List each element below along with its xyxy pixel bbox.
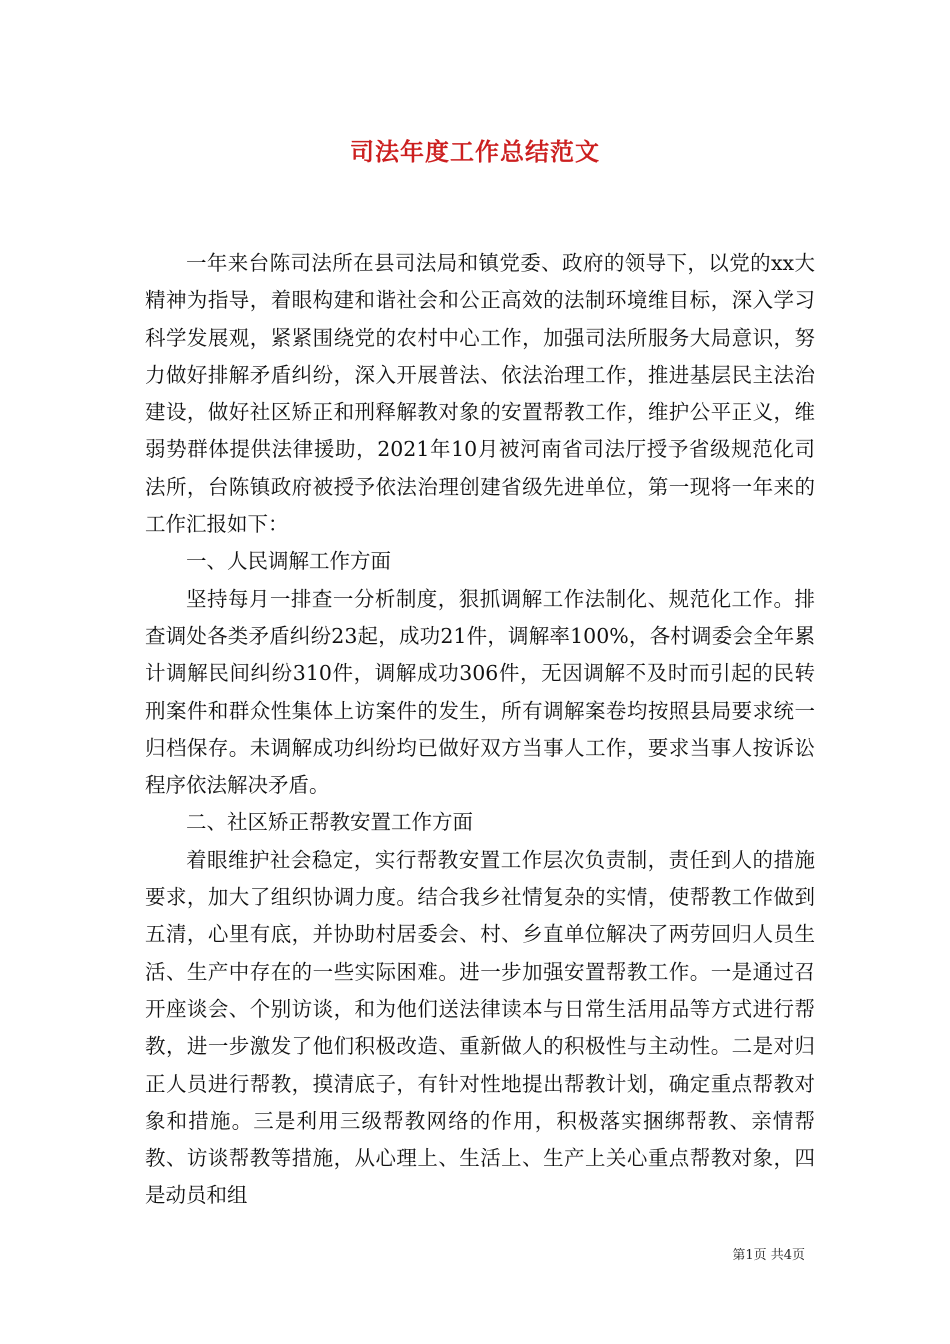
- paragraph-intro: 一年来台陈司法所在县司法局和镇党委、政府的领导下，以党的xx大精神为指导，着眼构建和谐社会和公正高效的法制环境维目标，深入学习科学发展观，紧紧围绕党的农村中心工作，加强司法所服务大局意识，努力做好排解矛盾纠纷，深入开展普法、依法治理工作，推进基层民主法治建设，做好社区矫正和刑释解教对象的安置帮教工作，维护公平正义，维弱势群体提供法律援助，2021年10月被河南省司法厅授予省级规范化司法所，台陈镇政府被授予依法治理创建省级先进单位，第一现将一年来的工作汇报如下：: [145, 251, 815, 537]
- section-heading-mediation: 一、人民调解工作方面: [186, 549, 391, 574]
- page-number: 第1页 共4页: [732, 1248, 805, 1263]
- paragraph-mediation: 坚持每月一排查一分析制度，狠抓调解工作法制化、规范化工作。排查调处各类矛盾纠纷23起，成功21件，调解率100%，各村调委会全年累计调解民间纠纷310件，调解成功306件，无因调解不及时而引起的民转刑案件和群众性集体上访案件的发生，所有调解案卷均按照县局要求统一归档保存。未调解成功纠纷均已做好双方当事人工作，要求当事人按诉讼程序依法解决矛盾。: [145, 586, 815, 798]
- document-body: [145, 245, 815, 1215]
- section-heading-community-correction: 二、社区矫正帮教安置工作方面: [186, 810, 473, 835]
- paragraph-community-correction: 着眼维护社会稳定，实行帮教安置工作层次负责制，责任到人的措施要求，加大了组织协调力度。结合我乡社情复杂的实情，使帮教工作做到五清，心里有底，并协助村居委会、村、乡直单位解决了两劳回归人员生活、生产中存在的一些实际困难。进一步加强安置帮教工作。一是通过召开座谈会、个别访谈，和为他们送法律读本与日常生活用品等方式进行帮教，进一步激发了他们积极改造、重新做人的积极性与主动性。二是对归正人员进行帮教，摸清底子，有针对性地提出帮教计划，确定重点帮教对象和措施。三是利用三级帮教网络的作用，积极落实捆绑帮教、亲情帮教、访谈帮教等措施，从心理上、生活上、生产上关心重点帮教对象，四是动员和组: [145, 847, 815, 1208]
- document-title: 司法年度工作总结范文: [350, 137, 600, 166]
